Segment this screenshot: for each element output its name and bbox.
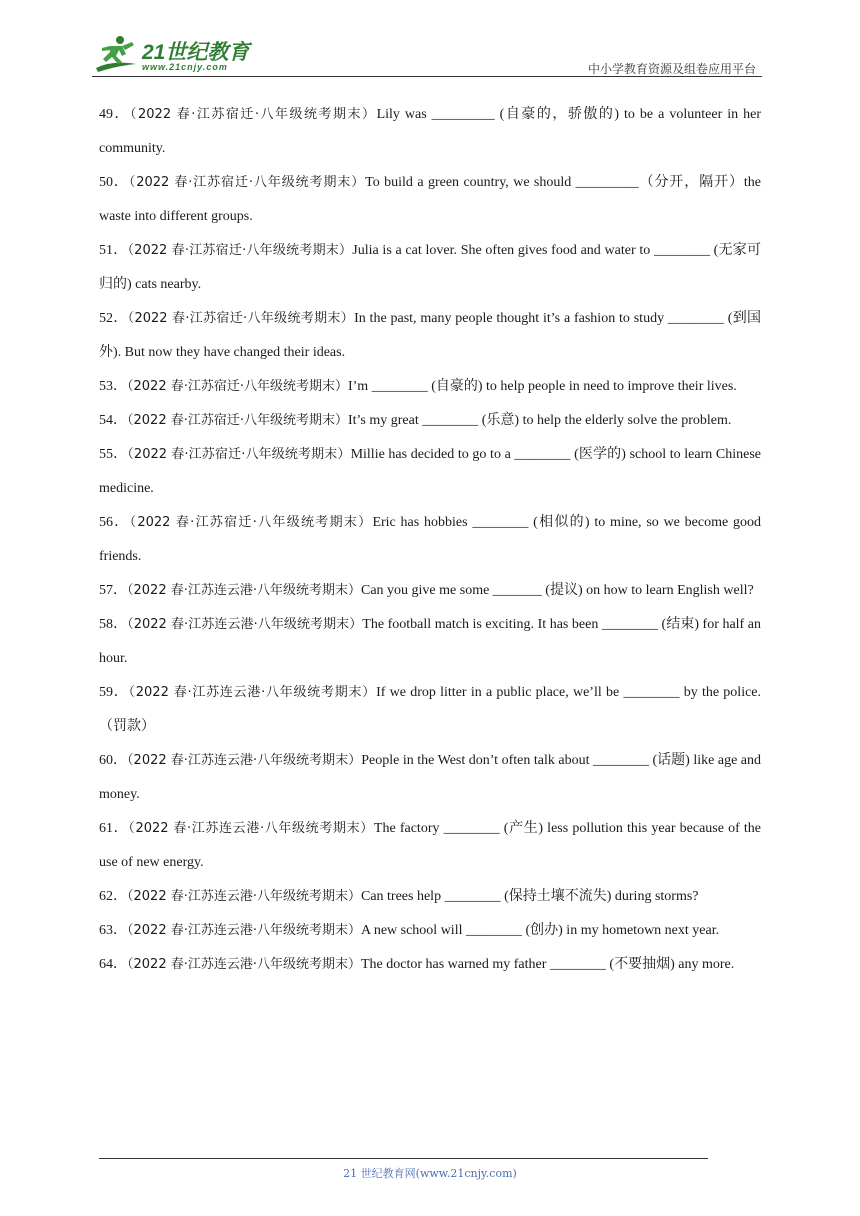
- question-item: [99, 574, 761, 608]
- runner-logo-icon: [92, 34, 140, 74]
- question-text: Eric has hobbies ________ (相似的) to mine, so we become good friends.: [99, 515, 761, 564]
- question-item: [99, 676, 761, 744]
- question-item: [99, 98, 761, 166]
- question-list: [99, 98, 761, 982]
- question-text: Lily was _________ (自豪的，骄傲的) to be a volunteer in her community.: [99, 107, 762, 156]
- question-item: [99, 302, 761, 370]
- question-item: [99, 608, 761, 676]
- question-number: 59．: [99, 685, 129, 700]
- question-number: 51．: [99, 243, 128, 258]
- question-text: The factory ________ (产生) less pollution this year because of the use of new energy.: [99, 821, 762, 870]
- question-number: 49．: [99, 107, 131, 122]
- question-text: Julia is a cat lover. She often gives food and water to ________ (无家可归的) cats nearby.: [99, 243, 762, 292]
- question-number: 55．: [99, 447, 128, 462]
- question-text: Can you give me some _______ (提议) on how to learn English well?: [360, 583, 754, 598]
- question-text: Millie has decided to go to a ________ (医学的) school to learn Chinese medicine.: [99, 447, 762, 496]
- question-number: 60．: [99, 753, 128, 768]
- question-number: 50．: [99, 175, 129, 190]
- question-source: （2022 春·江苏宿迁·八年级统考期末）: [127, 447, 351, 462]
- question-item: [99, 812, 761, 880]
- question-source: （2022 春·江苏连云港·八年级统考期末）: [127, 923, 361, 938]
- question-source: （2022 春·江苏宿迁·八年级统考期末）: [129, 515, 373, 530]
- question-number: 64．: [99, 957, 127, 972]
- question-source: （2022 春·江苏连云港·八年级统考期末）: [127, 617, 363, 632]
- question-number: 54．: [99, 413, 127, 428]
- question-source: （2022 春·江苏宿迁·八年级统考期末）: [128, 175, 366, 190]
- logo-text: 21世纪教育: [142, 41, 250, 64]
- question-item: [99, 744, 761, 812]
- question-item: [99, 914, 761, 948]
- question-text: In the past, many people thought it’s a fashion to study ________ (到国外). But now they have changed their ideas.: [99, 311, 762, 360]
- question-source: （2022 春·江苏宿迁·八年级统考期末）: [127, 379, 348, 394]
- question-source: （2022 春·江苏宿迁·八年级统考期末）: [127, 243, 353, 258]
- question-item: [99, 404, 761, 438]
- question-item: [99, 880, 761, 914]
- question-number: 56．: [99, 515, 130, 530]
- question-text: The doctor has warned my father ________ (不要抽烟) any more.: [360, 957, 735, 972]
- question-item: [99, 948, 761, 982]
- footer-divider: [99, 1158, 708, 1159]
- page-header: [92, 30, 762, 78]
- logo-url: www.21cnjy.com: [142, 62, 228, 72]
- question-text: If we drop litter in a public place, we’ll be ________ by the police.（罚款）: [99, 685, 762, 734]
- question-source: （2022 春·江苏宿迁·八年级统考期末）: [127, 413, 348, 428]
- header-divider: [92, 76, 762, 77]
- footer-link[interactable]: 21 世纪教育网(www.21cnjy.com): [343, 1167, 517, 1180]
- question-text: Can trees help ________ (保持土壤不流失) during storms?: [360, 889, 699, 904]
- question-number: 53．: [99, 379, 127, 394]
- question-text: The football match is exciting. It has been ________ (结束) for half an hour.: [99, 617, 761, 666]
- question-text: It’s my great ________ (乐意) to help the elderly solve the problem.: [347, 413, 732, 428]
- question-source: （2022 春·江苏宿迁·八年级统考期末）: [130, 107, 377, 122]
- question-item: [99, 438, 761, 506]
- question-text: I’m ________ (自豪的) to help people in need to improve their lives.: [347, 379, 737, 394]
- question-source: （2022 春·江苏连云港·八年级统考期末）: [128, 685, 377, 700]
- question-source: （2022 春·江苏连云港·八年级统考期末）: [127, 583, 361, 598]
- question-number: 62．: [99, 889, 127, 904]
- site-logo[interactable]: [92, 34, 250, 74]
- question-item: [99, 506, 761, 574]
- question-source: （2022 春·江苏连云港·八年级统考期末）: [127, 753, 362, 768]
- platform-title: 中小学教育资源及组卷应用平台: [587, 62, 756, 76]
- question-source: （2022 春·江苏连云港·八年级统考期末）: [127, 889, 361, 904]
- question-item: [99, 166, 761, 234]
- question-text: To build a green country, we should _________（分开，隔开）the waste into different groups.: [99, 175, 762, 224]
- question-number: 63．: [99, 923, 127, 938]
- question-number: 58．: [99, 617, 128, 632]
- question-item: [99, 234, 761, 302]
- question-number: 61．: [99, 821, 129, 836]
- question-text: People in the West don’t often talk about ________ (话题) like age and money.: [99, 753, 762, 802]
- question-number: 57．: [99, 583, 127, 598]
- question-source: （2022 春·江苏宿迁·八年级统考期末）: [127, 311, 355, 326]
- question-source: （2022 春·江苏连云港·八年级统考期末）: [128, 821, 374, 836]
- question-source: （2022 春·江苏连云港·八年级统考期末）: [127, 957, 361, 972]
- question-item: [99, 370, 761, 404]
- question-text: A new school will ________ (创办) in my hometown next year.: [360, 923, 720, 938]
- question-number: 52．: [99, 311, 128, 326]
